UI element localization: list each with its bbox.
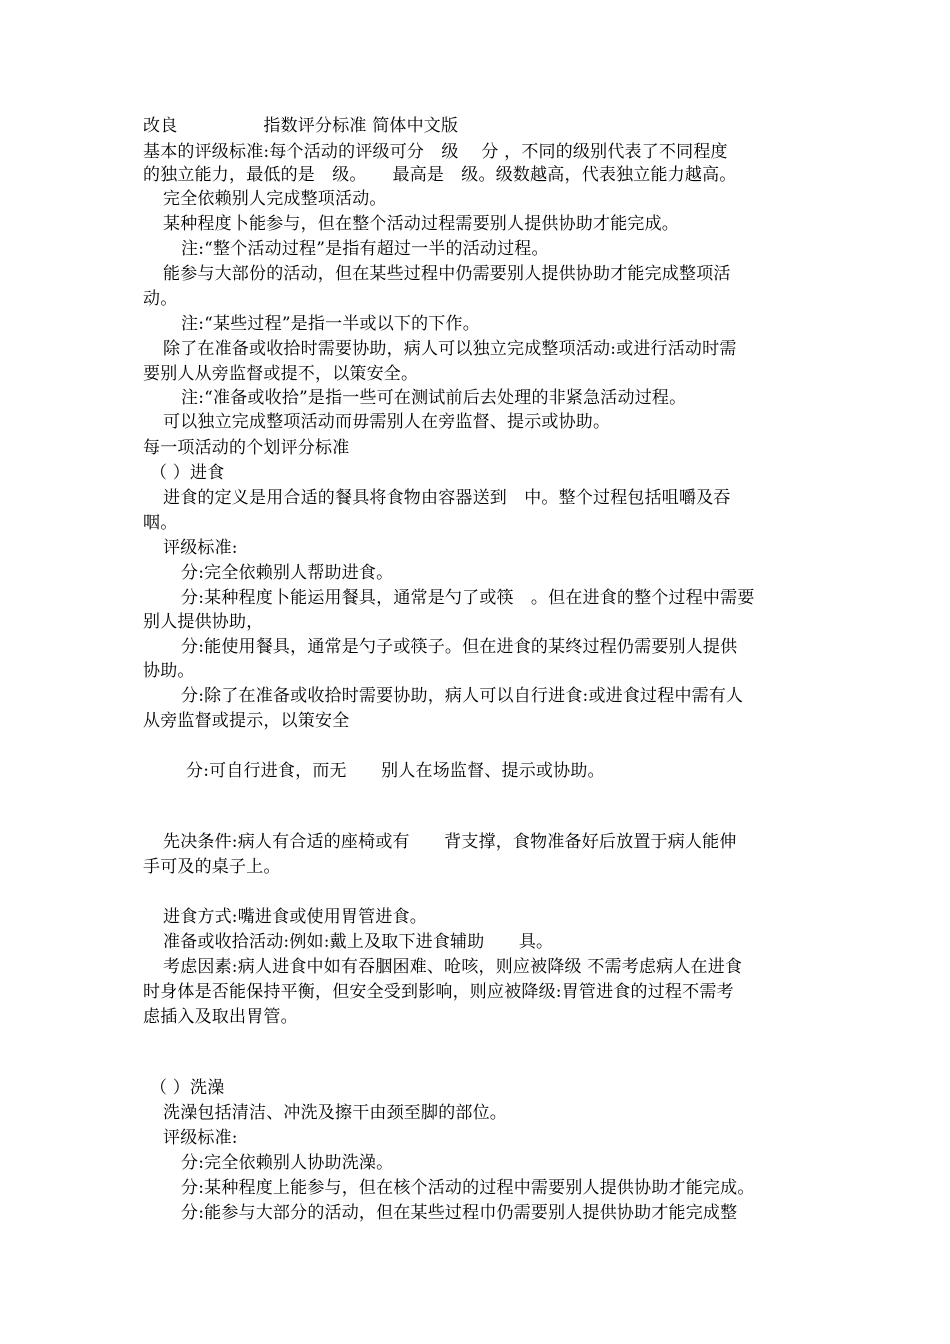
text-line: 完全依赖别人完成整项活动。 [163,189,387,209]
score-line: 分:能使用餐具，通常是勺子或筷子。但在进食的某终过程仍需要别人提供 [181,637,738,657]
score-line: 分:能参与大部分的活动，但在某些过程巾仍需要别人提供协助才能完成整 [181,1203,738,1223]
note-line: 注:“某些过程”是指一半或以下的下作。 [181,314,480,334]
text-line: 虑插入及取出胃管。 [143,1007,298,1027]
text-line: 动。 [143,289,178,309]
score-line: 分:某种程度卜能运用餐具，通常是勺了或筷 。但在进食的整个过程中需要 [181,588,755,608]
text-line: 进食的定义是用合适的餐具将食物由容器送到 中。整个过程包括咀嚼及吞 [163,488,731,508]
subsection-heading-feeding: （ ）进食 [150,463,225,483]
text-line: 基本的评级标准:每个活动的评级可分 级 分 ，不同的级别代表了不同程度 [143,142,728,162]
text-line: 考虑因素:病人进食中如有吞胭困难、呛咳，则应被降级 不需考虑病人在进食 [163,957,743,977]
text-line: 除了在准备或收拾时需要协助，病人可以独立完成整项活动:或进行活动时需 [163,339,737,359]
section-heading: 每一项活动的个划评分标准 [143,438,350,458]
text-line: 咽。 [143,513,178,533]
score-line: 分:某种程度上能参与，但在核个活动的过程中需要别人提供协助才能完成。 [181,1178,755,1198]
text-line: 可以独立完成整项活动而毋需别人在旁监督、提示或协助。 [163,412,611,432]
document-title: 改良 指数评分标准 简体中文版 [143,116,459,136]
text-line: 先决条件:病人有合适的座椅或有 背支撑，食物准备好后放置于病人能伸 [163,832,737,852]
text-line: 时身体是否能保持平衡，但安全受到影响，则应被降级:胃管进食的过程不需考 [143,982,734,1002]
text-line: 能参与大部份的活动，但在某些过程中仍需要别人提供协助才能完成整项活 [163,264,731,284]
text-line: 的独立能力，最低的是 级。 最高是 级。级数越高，代表独立能力越高。 [143,165,737,185]
score-line: 分:完全依赖别人帮助进食。 [181,563,394,583]
text-line: 评级标准: [163,538,238,558]
text-line: 评级标准: [163,1128,238,1148]
score-line: 分:完全依赖别人协助洗澡。 [181,1153,394,1173]
text-line: 进食方式:嘴进食或使用胃管进食。 [163,907,427,927]
score-line: 分:除了在准备或收拾时需要协助，病人可以自行进食:或进食过程中需有人 [181,686,744,706]
score-line: 分:可自行进食，而无 别人在场监督、提示或协助。 [186,761,605,781]
text-line: 准备或收拾活动:例如:戴上及取下进食辅助 具。 [163,932,554,952]
text-line: 手可及的桌子上。 [143,857,281,877]
note-line: 注:“准备或收拾”是指一些可在测试前后去处理的非紧急活动过程。 [181,388,687,408]
text-line: 某种程度卜能参与，但在整个活动过程需要别人提供协助才能完成。 [163,214,679,234]
text-line: 要别人从旁监督或提不，以策安全。 [143,364,419,384]
text-line: 从旁监督或提示，以策安全 [143,711,350,731]
text-line: 别人提供协助， [143,612,264,632]
subsection-heading-bathing: （ ）洗澡 [150,1078,225,1098]
note-line: 注:“整个活动过程”是指有超过一半的活动过程。 [181,239,549,259]
text-line: 洗澡包括清洁、冲洗及擦干由颈至脚的部位。 [163,1103,507,1123]
text-line: 协助。 [143,661,195,681]
